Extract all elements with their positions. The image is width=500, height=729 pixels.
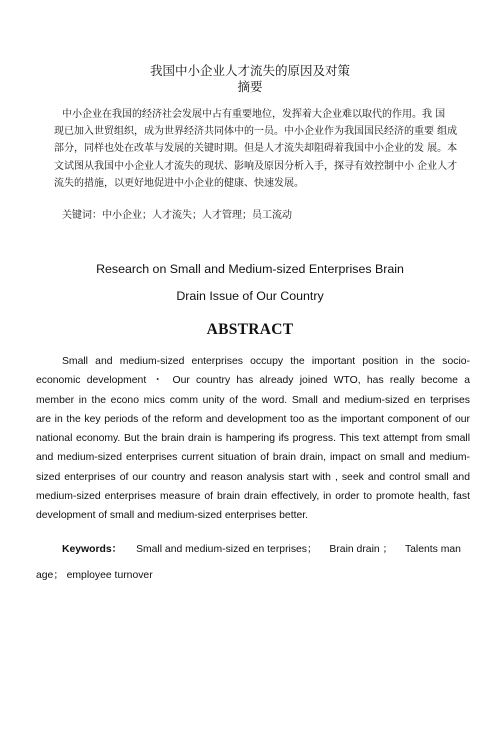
- english-abstract-line: are in the key periods of the reform and development too as the important component of our: [36, 413, 470, 425]
- english-title-line-2: Drain Issue of Our Country: [176, 289, 324, 303]
- chinese-abstract-line: 流失的措施，以更好地促进中小企业的健康、快速发展。: [54, 177, 304, 189]
- chinese-abstract: [54, 106, 458, 192]
- abstract-heading: ABSTRACT: [206, 321, 294, 338]
- english-abstract-line: Small and medium-sized enterprises occupy the important position in the socio-: [62, 356, 470, 367]
- english-abstract-line: economic development ・ Our country has already joined WTO, has really become a: [36, 375, 470, 387]
- english-abstract: [36, 352, 470, 526]
- chinese-abstract-line: 现已加入世贸组织，成为世界经济共同体中的一员。中小企业作为我国国民经济的重要 组成: [54, 126, 458, 138]
- keywords-label: Keywords：: [62, 544, 123, 555]
- english-keywords-line-1: [62, 537, 470, 563]
- english-abstract-line: development of small and medium-sized enterprises better.: [36, 510, 309, 522]
- chinese-abstract-line: 部分，同样也处在改革与发展的关键时期。但是人才流失却阻碍着我国中小企业的发 展。本: [54, 143, 458, 155]
- chinese-abstract-line: 文试图从我国中小企业人才流失的现状、影响及原因分析入手，探寻有效控制中小 企业人才: [54, 160, 458, 172]
- english-abstract-line: national economy. But the brain drain is hampering ifs progress. This text attempt from small: [36, 433, 470, 445]
- keyword-3-part-1: Talents man: [404, 544, 461, 555]
- chinese-abstract-line: 中小企业在我国的经济社会发展中占有重要地位，发挥着大企业难以取代的作用。我 国: [62, 109, 446, 120]
- chinese-keywords: 关键词：中小企业；人才流失；人才管理；员工流动: [62, 210, 292, 221]
- chinese-title: 我国中小企业人才流失的原因及对策: [149, 63, 350, 78]
- english-keywords: [36, 537, 470, 589]
- english-abstract-line: and medium-sized enterprises current situation of brain drain, impact on small and medium-: [36, 452, 470, 464]
- chinese-abstract-heading: 摘要: [237, 79, 263, 94]
- keyword-2: Brain drain ；: [329, 544, 393, 555]
- english-abstract-line: sized enterprises of our country and reason analysis start with , seek and control small and: [36, 471, 470, 483]
- english-abstract-line: medium-sized enterprises measure of brain drain effectively, in order to promote health, fast: [36, 491, 470, 503]
- english-abstract-line: member in the econo mics comm unity of the word. Small and medium-sized en terprises: [36, 394, 470, 406]
- keyword-1: Small and medium-sized en terprises；: [136, 544, 318, 555]
- english-keywords-line-2: age； employee turnover: [36, 570, 153, 581]
- english-title-line-1: Research on Small and Medium-sized Enterprises Brain: [96, 262, 404, 276]
